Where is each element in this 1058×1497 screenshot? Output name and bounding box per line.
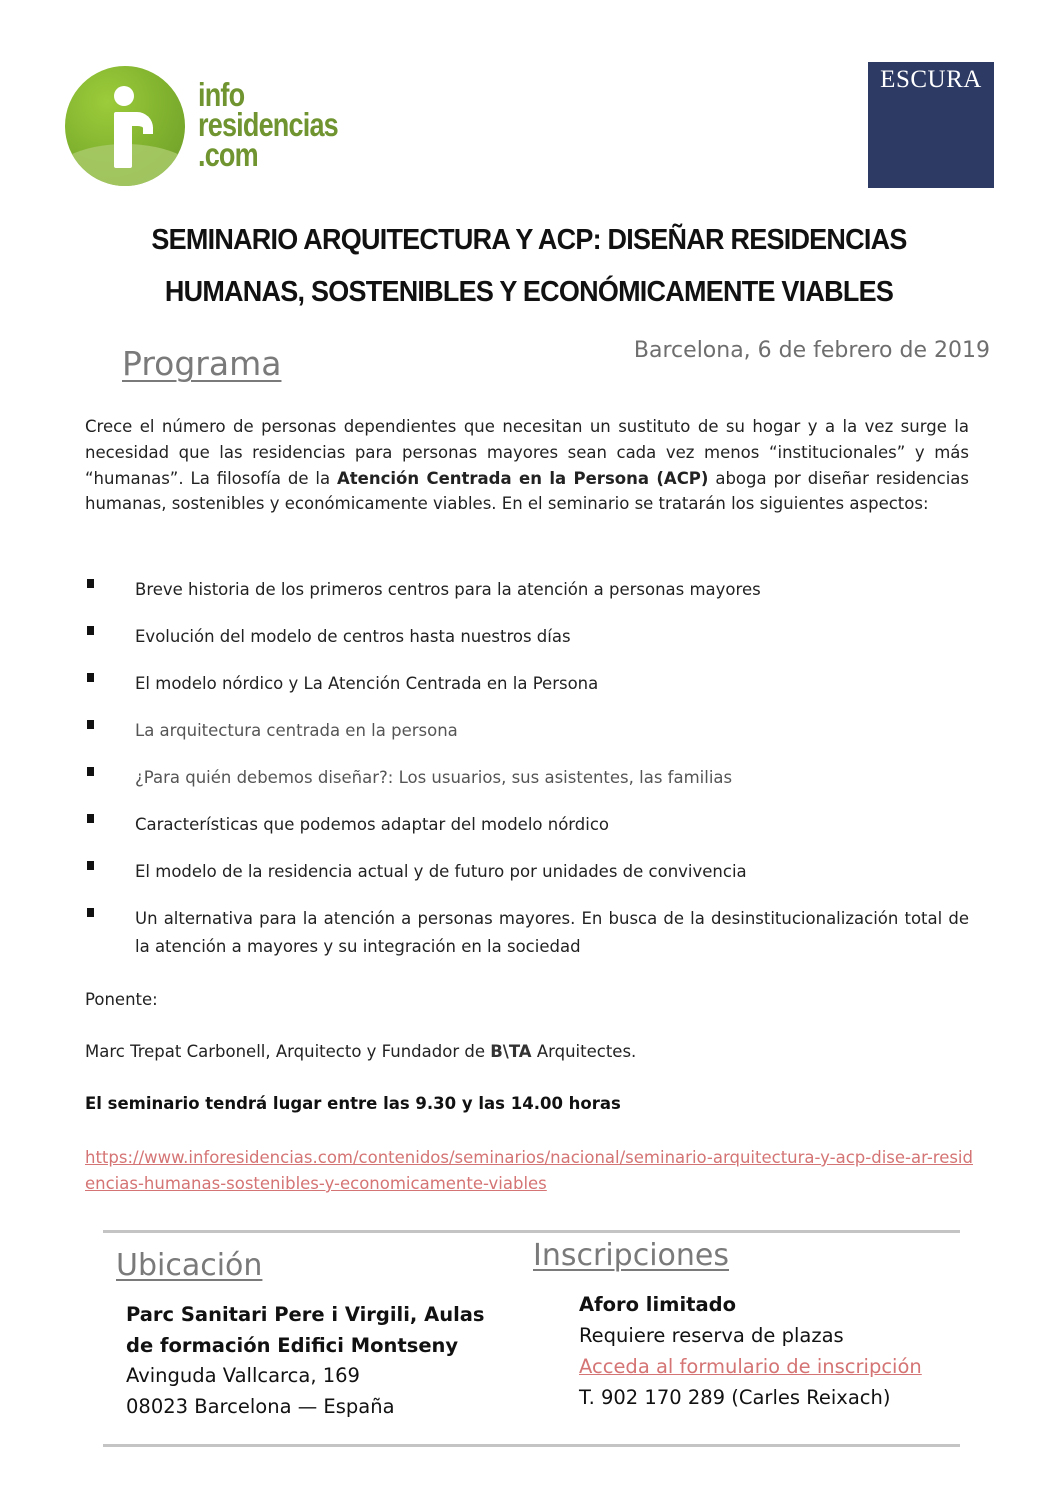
bullet-square-icon	[87, 626, 94, 635]
logo-line-residencias: residencias	[198, 106, 338, 143]
list-item: ¿Para quién debemos diseñar?: Los usuarios, sus asistentes, las familias	[85, 764, 969, 792]
venue-line-2: de formación Edifici Montseny	[126, 1333, 459, 1357]
programa-heading: Programa	[122, 344, 282, 383]
escura-logo	[868, 62, 994, 188]
ponente-details: Marc Trepat Carbonell, Arquitecto y Fundador de B\TA Arquitectes.	[85, 1042, 637, 1061]
aforo-text: Aforo limitado	[579, 1293, 736, 1316]
document-title	[93, 214, 965, 318]
list-item: Un alternativa para la atención a personas mayores. En busca de la desinstitucionalización total de la atención a mayores y su integración en la sociedad	[85, 905, 969, 961]
venue-line-1: Parc Sanitari Pere i Virgili, Aulas	[126, 1303, 485, 1326]
divider-bottom	[103, 1444, 960, 1447]
intro-text-1: Crece el número de personas dependientes que necesitan un sustituto de su hogar y a la vez surge la necesidad que las residencias para personas mayores sean cada vez menos “institucionales” y más “humanas”. La filosofía de la	[85, 417, 969, 488]
ponente-label: Ponente:	[85, 990, 158, 1009]
inscripciones-details	[579, 1289, 922, 1413]
title-line-1: SEMINARIO ARQUITECTURA Y ACP: DISEÑAR RESIDENCIAS	[151, 224, 907, 256]
inforesidencias-logo-text	[198, 76, 338, 173]
event-date: Barcelona, 6 de febrero de 2019	[633, 338, 990, 363]
venue-address: Avinguda Vallcarca, 169	[126, 1364, 360, 1387]
ubicacion-details	[126, 1300, 485, 1422]
intro-text-2: aboga por diseñar residencias humanas, sostenibles y económicamente viables. En el seminario se tratarán los siguientes aspectos:	[85, 468, 969, 514]
bullet-square-icon	[87, 908, 94, 917]
firm-name: B\TA	[490, 1042, 532, 1061]
logo-line-com: .com	[198, 136, 258, 173]
inforesidencias-logo-icon	[65, 66, 185, 186]
ubicacion-heading: Ubicación	[116, 1248, 263, 1283]
list-item: El modelo de la residencia actual y de futuro por unidades de convivencia	[85, 858, 969, 886]
bullet-square-icon	[87, 720, 94, 729]
intro-acp-bold: Atención Centrada en la Persona (ACP)	[336, 468, 709, 488]
bullet-square-icon	[87, 579, 94, 588]
bullet-square-icon	[87, 861, 94, 870]
divider-top	[103, 1230, 960, 1233]
reserva-text: Requiere reserva de plazas	[579, 1324, 844, 1347]
escura-logo-text: ESCURA	[880, 66, 982, 93]
list-item: Evolución del modelo de centros hasta nuestros días	[85, 623, 969, 651]
registration-form-link[interactable]: Acceda al formulario de inscripción	[579, 1355, 922, 1378]
list-item: Breve historia de los primeros centros para la atención a personas mayores	[85, 576, 969, 604]
title-line-2: HUMANAS, SOSTENIBLES Y ECONÓMICAMENTE VIABLES	[164, 276, 894, 308]
topics-list	[85, 576, 969, 980]
bullet-square-icon	[87, 767, 94, 776]
contact-phone: T. 902 170 289 (Carles Reixach)	[579, 1386, 891, 1409]
logo-line-info: info	[198, 76, 245, 113]
list-item: La arquitectura centrada en la persona	[85, 717, 969, 745]
seminar-url-link[interactable]: https://www.inforesidencias.com/contenidos/seminarios/nacional/seminario-arquitectura-y-acp-dise-ar-residencias-humanas-sostenibles-y-economicamente-viables	[85, 1148, 973, 1193]
list-item: Características que podemos adaptar del modelo nórdico	[85, 811, 969, 839]
inscripciones-heading: Inscripciones	[533, 1238, 729, 1273]
bullet-square-icon	[87, 673, 94, 682]
intro-paragraph	[85, 414, 969, 517]
bullet-square-icon	[87, 814, 94, 823]
venue-city: 08023 Barcelona — España	[126, 1394, 395, 1418]
schedule-text: El seminario tendrá lugar entre las 9.30 y las 14.00 horas	[85, 1094, 621, 1113]
list-item: El modelo nórdico y La Atención Centrada en la Persona	[85, 670, 969, 698]
